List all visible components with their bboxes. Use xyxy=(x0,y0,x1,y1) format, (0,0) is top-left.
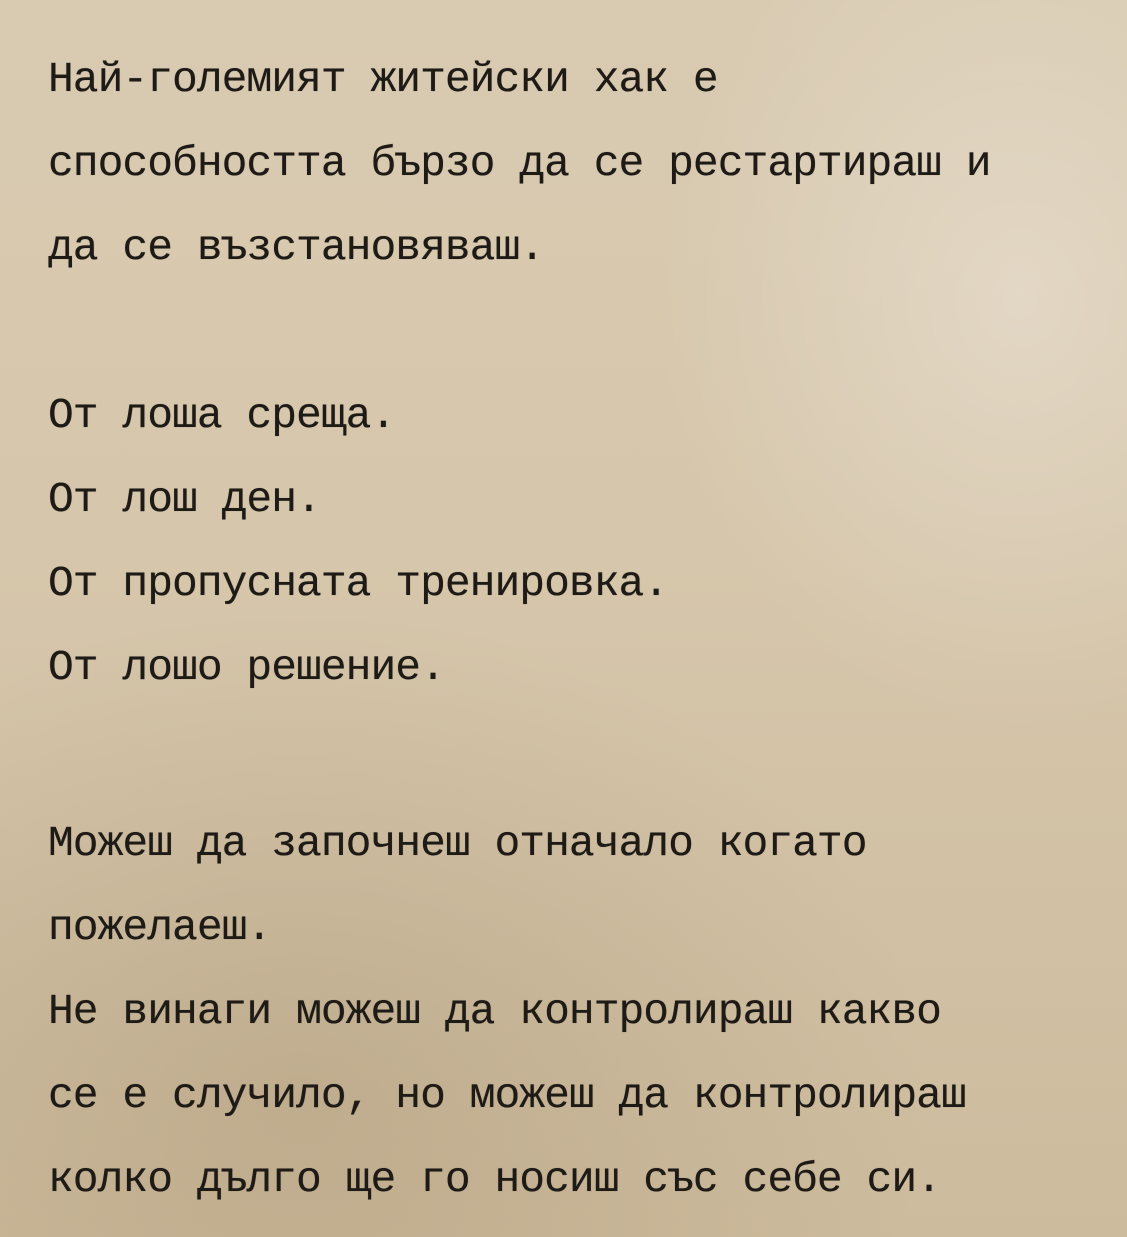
text-line: От лошо решение. xyxy=(48,643,445,692)
text-line: способността бързо да се рестартираш и xyxy=(48,139,991,188)
text-line: се е случило, но можеш да контролираш xyxy=(48,1071,966,1120)
text-line: Най-големият житейски хак е xyxy=(48,55,718,104)
text-line: колко дълго ще го носиш със себе си. xyxy=(48,1155,941,1204)
text-line: От лош ден. xyxy=(48,475,321,524)
text-line: От лоша среща. xyxy=(48,391,396,440)
text-line: От пропусната тренировка. xyxy=(48,559,669,608)
text-line: Не винаги можеш да контролираш какво xyxy=(48,987,941,1036)
text-line: Можеш да започнеш отначало когато xyxy=(48,819,867,868)
text-line: да се възстановяваш. xyxy=(48,223,545,272)
text-line: пожелаеш. xyxy=(48,903,272,952)
